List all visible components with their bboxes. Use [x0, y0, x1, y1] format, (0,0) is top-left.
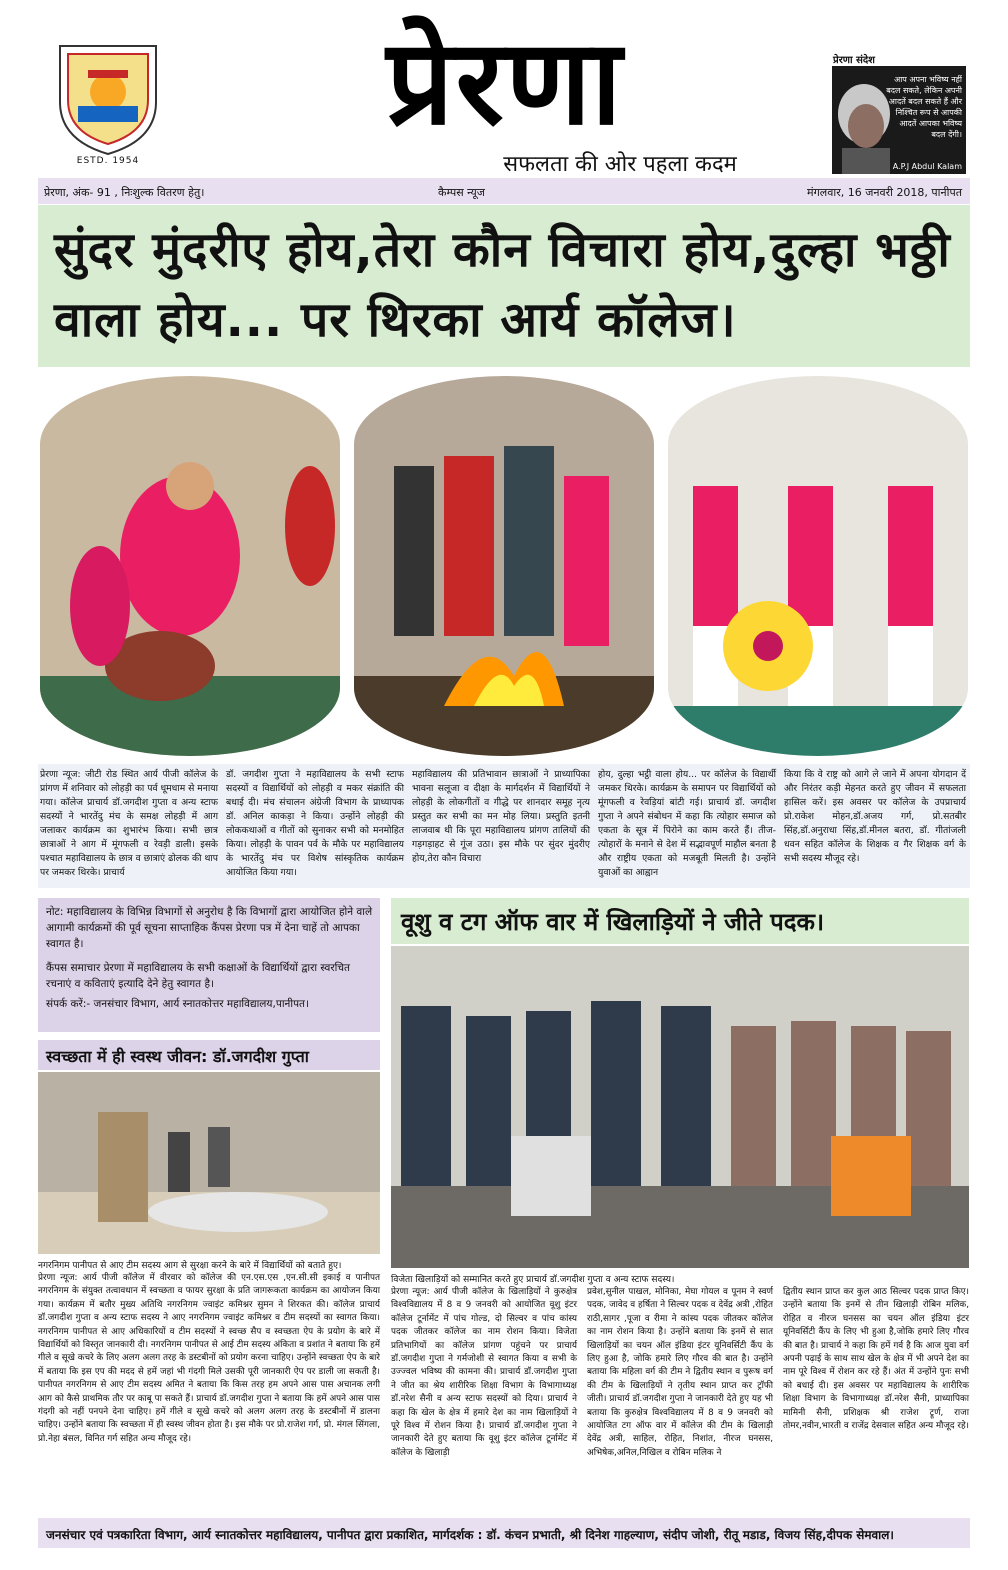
- lohri-story-col4: होय, दुल्हा भट्ठी वाला होय... पर कॉलेज के विद्यार्थी जमकर थिरके। कार्यक्रम के समापन पर विद्यार्थियों को मूंगफली व रेवड़ियां बांटी गई। प्राचार्य डॉ. जगदीश गुप्ता ने अपने संबोधन में कहा कि त्योहार समाज को एकता के सूत्र में पिरोने का काम करते हैं। तीज-त्योहारों के मनाने से देश में सद्भावपूर्ण माहौल बनता है और राष्ट्रीय एकता को मजबूती मिलती है। उन्होंने युवाओं का आह्वान: [598, 769, 776, 878]
- lohri-story: [38, 764, 970, 888]
- tagline: सफलता की ओर पहला कदम: [503, 152, 737, 177]
- sports-story-col1: प्रेरणा न्यूज: आर्य पीजी कॉलेज के खिलाड़ियों ने कुरुक्षेत्र विश्वविद्यालय में 8 व 9 जनवरी को आयोजित वूशु इंटर कॉलेज टूर्नामेंट में पांच गोल्ड, दो सिल्वर व पांच कांस्य पदक जीतकर कॉलेज का नाम रोशन किया। विजेता प्रतिभागियों का कॉलेज प्रांगण पहुंचने पर प्राचार्य डॉ.जगदीश गुप्ता ने गर्मजोशी से स्वागत किया व सभी के उज्ज्वल भविष्य की कामना की। प्राचार्य डॉ.जगदीश गुप्ता ने जीत का श्रेय शारीरिक शिक्षा विभाग के विभागाध्यक्ष डॉ.नरेश सैनी व अन्य स्टाफ सदस्यों को दिया। प्राचार्य ने कहा कि खेल के क्षेत्र में हमारे देश का नाम खिलाड़ियों ने पूरे विश्व में रोशन किया है। प्राचार्य डॉ.जगदीश गुप्ता ने जानकारी देते हुए बताया कि वूशु इंटर कॉलेज टूर्नामेंट में कॉलेज के खिलाड़ी: [391, 1287, 577, 1458]
- sports-story-col3: द्वितीय स्थान प्राप्त कर कुल आठ सिल्वर पदक प्राप्त किए। उन्होंने बताया कि इनमें से तीन खिलाड़ी रोबिन मलिक, रोहित व नीरज घनसस का चयन ऑल इंडिया इंटर यूनिवर्सिटी कैंप के लिए भी हुआ है,जोकि हमारे लिए गौरव की बात है। प्राचार्य ने कहा कि हमें गर्व है कि आज युवा वर्ग अपनी पढ़ाई के साथ साथ खेल के क्षेत्र में भी अपने देश का नाम पूरे विश्व में रोशन कर रहे हैं। अंत में उन्होंने पुनः सभी को बधाई दी। इस अवसर पर महाविद्यालय के शारीरिक शिक्षा विभाग के विभागाध्यक्ष डॉ.नरेश सैनी, प्राध्यापिका मामिनी सैनी, प्रशिक्षक श्री राजेश ट्रूर्ण, राजा तोमर,नवीन,भारती व राजेंद्र देसवाल सहित अन्य मौजूद रहे।: [783, 1287, 969, 1432]
- college-logo: [54, 40, 162, 158]
- dateline-bar: [38, 178, 970, 204]
- note-contact: संपर्क करें:- जनसंचार विभाग, आर्य स्नातकोत्तर महाविद्यालय,पानीपत।: [46, 998, 310, 1010]
- section-name: कैम्पस न्यूज: [438, 186, 485, 199]
- sports-team-photo: [391, 946, 969, 1268]
- estd-text: ESTD. 1954: [76, 156, 140, 166]
- sports-headline-box: [391, 898, 969, 944]
- footer-credits: जनसंचार एवं पत्रकारिता विभाग, आर्य स्नातकोत्तर महाविद्यालय, पानीपत द्वारा प्रकाशित, मार्गदर्शक : डॉ. कंचन प्रभाती, श्री दिनेश गाहल्याण, संदीप जोशी, रीतू मडाड, विजय सिंह,दीपक सेमवाल।: [46, 1528, 894, 1542]
- quote-author: A.P.J Abdul Kalam: [892, 162, 962, 171]
- note-p1: नोट: महाविद्यालय के विभिन्न विभागों से अनुरोध है कि विभागों द्वारा आयोजित होने वाले आगामी कार्यक्रमों की पूर्व सूचना साप्ताहिक कैंपस प्रेरणा पत्र में देना चाहें तो आपका स्वागत है।: [46, 906, 373, 950]
- footer-bar: [38, 1518, 970, 1548]
- lohri-photo-3: [668, 376, 968, 756]
- cleanliness-story: [38, 1272, 380, 1512]
- lohri-story-col3: महाविद्यालय की प्रतिभावान छात्राओं ने प्राध्यापिका भावना सलूजा व दीक्षा के मार्गदर्शन में विद्यार्थियों ने लोहड़ी के लोकगीतों व गीद्धे पर शानदार समूह नृत्य प्रस्तुत कर सभी का मन मोह लिया। प्रस्तुति इतनी लाजवाब थी कि पूरा महाविद्यालय प्रांगण तालियों की गड़गड़ाहट से गूंज उठा। इस मौके पर सुंदर मुंदरीए होय,तेरा कौन विचारा: [412, 769, 590, 864]
- sports-story: [391, 1286, 969, 1512]
- lohri-story-col1: प्रेरणा न्यूज: जीटी रोड स्थित आर्य पीजी कॉलेज के प्रांगण में शनिवार को लोहड़ी का पर्व धूमधाम से मनाया गया। कॉलेज प्राचार्य डॉ.जगदीश गुप्ता व अन्य स्टाफ सदस्यों ने भारतेंदु मंच के समक्ष लोहड़ी में आग जलाकर कार्यक्रम का शुभारंभ किया। सभी छात्र छात्राओं ने आग में मूंगफली व रेवड़ी डाली। इसके पश्चात महाविद्यालय के छात्र व छात्राएं ढोलक की थाप पर जमकर थिरके। प्राचार्य: [40, 769, 218, 878]
- lohri-photo-1: [40, 376, 340, 756]
- quote-box: [832, 66, 966, 174]
- sandesh-label: प्रेरणा संदेश: [833, 55, 875, 66]
- cleanliness-story-body: प्रेरणा न्यूज: आर्य पीजी कॉलेज में वीरवार को कॉलेज की एन.एस.एस ,एन.सी.सी इकाई व पानीपत नगरनिगम के संयुक्त तत्वावधान में स्वच्छता व फायर सुरक्षा के प्रति जागरूकता कार्यक्रम का आयोजन किया गया। कार्यक्रम में बतौर मुख्य अतिथि नगरनिगम ज्वाइंट कमिश्नर सुमन ने शिरकत की। कॉलेज प्राचार्य डॉ.जगदीश गुप्ता व अन्य स्टाफ सदस्य ने आए नगरनिगम ज्वाइंट कमिश्नर व टीम सदस्यों का स्वागत किया। नगरनिगम पानीपत से आए अधिकारियों व टीम सदस्यों ने स्वच्छ सैप व स्वच्छता ऐप के प्रयोग के बारे में विद्यार्थियों को विस्तृत जानकारी दी। नगरनिगम पानीपत से आई टीम सदस्य अंकिता व प्रशांत ने बताया कि हमें गीले व सूखे कचरे के लिए अलग अलग तरह के डस्टबीनों को प्रयोग करना चाहिए। उन्होंने स्वच्छता ऐप के बारे में बताया कि इस एप की मदद से हमें जहां भी गंदगी मिले उसकी पूरी जानकारी ऐप पर डाली जा सकती है। पानीपत नगरनिगम से आए टीम सदस्य अमित ने बताया कि किस तरह हम अपने आस पास अचानक लगी आग को कैसे प्राथमिक तौर पर काबू पा सकते हैं। प्राचार्य डॉ.जगदीश गुप्ता ने बताया कि हमें अपने आस पास गंदगी को नहीं पनपने देना चाहिए। हमें गीले व सूखे कचरे को अलग अलग तरह के डस्टबीनों में डालना चाहिए। उन्होंने बताया कि स्वच्छता में ही स्वस्थ जीवन होता है। इस मौके पर प्रो.राजेश गर्ग, प्रो. मंगल सिंगला, प्रो.नेहा बंसल, विनित गर्ग सहित अन्य मौजूद रहे।: [38, 1273, 380, 1444]
- note-p2: कैंपस समाचार प्रेरणा में महाविद्यालय के सभी कक्षाओं के विद्यार्थियों द्वारा स्वरचित रचनाएं व कविताएं इत्यादि देने हेतु स्वागत है।: [46, 962, 351, 990]
- lohri-story-col5: किया कि वे राष्ट्र को आगे ले जाने में अपना योगदान दें और निरंतर कड़ी मेहनत करते हुए जीवन में सफलता हासिल करें। इस अवसर पर कॉलेज के उपप्राचार्य प्रो.राकेश मोहन,डॉ.अजय गर्ग, प्रो.सतबीर सिंह,डॉ.अनुराधा सिंह,डॉ.मीनल बतरा, डॉ. गीतांजली धवन सहित कॉलेज के शिक्षक व गैर शिक्षक वर्ग के सभी सदस्य मौजूद रहे।: [784, 769, 966, 864]
- cleanliness-headline: स्वच्छता में ही स्वस्थ जीवन: डॉ.जगदीश गुप्ता: [46, 1047, 309, 1066]
- cleanliness-headline-box: [38, 1040, 380, 1070]
- main-headline-box: [38, 205, 970, 367]
- issue-info: प्रेरणा, अंक- 91 , निःशुल्क वितरण हेतु।: [44, 186, 205, 199]
- lohri-story-col2: डॉ. जगदीश गुप्ता ने महाविद्यालय के सभी स्टाफ सदस्यों व विद्यार्थियों को लोहड़ी व मकर संक्रांति की बधाई दी। मंच संचालन अंग्रेजी विभाग के प्राध्यापक डॉ. अनिल काकड़ा ने किया। उन्होंने लोहड़ी की लोककथाओं व गीतों को सुनाकर सभी को मनमोहित किया। लोहड़ी के पावन पर्व के मौके पर महाविद्यालय के भारतेंदु मंच पर विशेष सांस्कृतिक कार्यक्रम आयोजित किया गया।: [226, 769, 404, 878]
- sports-caption: विजेता खिलाड़ियों को सम्मानित करते हुए प्राचार्य डॉ.जगदीश गुप्ता व अन्य स्टाफ सदस्य।: [391, 1275, 675, 1285]
- lohri-photo-2: [354, 376, 654, 756]
- masthead-title: प्रेरणा: [386, 12, 624, 151]
- sports-story-col2: प्रवेश,सुनील पाखल, मोनिका, मेघा गोयल व पूनम ने स्वर्ण पदक, जावेद व हर्षिता ने सिल्वर पदक व देवेंद्र अत्री ,रोहित राठी,सागर ,पूजा व रीमा ने कांस्य पदक जीतकर कॉलेज का नाम रोशन किया है। उन्होंने बताया कि इनमें से सात खिलाड़ियों का चयन ऑल इंडिया इंटर यूनिवर्सिटी कैंप के लिए हुआ है, जोकि हमारे लिए गौरव की बात है। उन्होंने बताया कि महिला वर्ग की टीम ने द्वितीय स्थान व पुरूष वर्ग की टीम के खिलाड़ियों ने तृतीय स्थान प्राप्त कर ट्रॉफी जीती। प्राचार्य डॉ.जगदीश गुप्ता ने जानकारी देते हुए यह भी बताया कि कुरुक्षेत्र विश्वविद्यालय में 8 व 9 जनवरी को आयोजित टग ऑफ वार में कॉलेज की टीम के खिलाड़ी देवेंद्र अत्री, साहिल, रोहित, निशांत, नीरज घनसस, अभिषेक,अनिल,निखिल व रोबिन मलिक ने: [587, 1287, 773, 1458]
- note-box: [38, 898, 380, 1032]
- fire-safety-photo: [38, 1072, 380, 1254]
- main-headline: सुंदर मुंदरीए होय,तेरा कौन विचारा होय,दुल्हा भठ्ठी वाला होय... पर थिरका आर्य कॉलेज।: [54, 222, 951, 348]
- quote-text: आप अपना भविष्य नहीं बदल सकते, लेकिन अपनी आदतें बदल सकते हैं और निश्चित रूप से आपकी आदतें आपका भविष्य बदल देंगी।: [886, 75, 962, 139]
- sports-headline: वूशु व टग ऑफ वार में खिलाड़ियों ने जीते पदक।: [401, 908, 825, 936]
- fire-safety-caption: नगरनिगम पानीपत से आए टीम सदस्य आग से सुरक्षा करने के बारे में विद्यार्थियों को बताते हुए।: [38, 1261, 342, 1271]
- issue-date: मंगलवार, 16 जनवरी 2018, पानीपत: [807, 186, 962, 199]
